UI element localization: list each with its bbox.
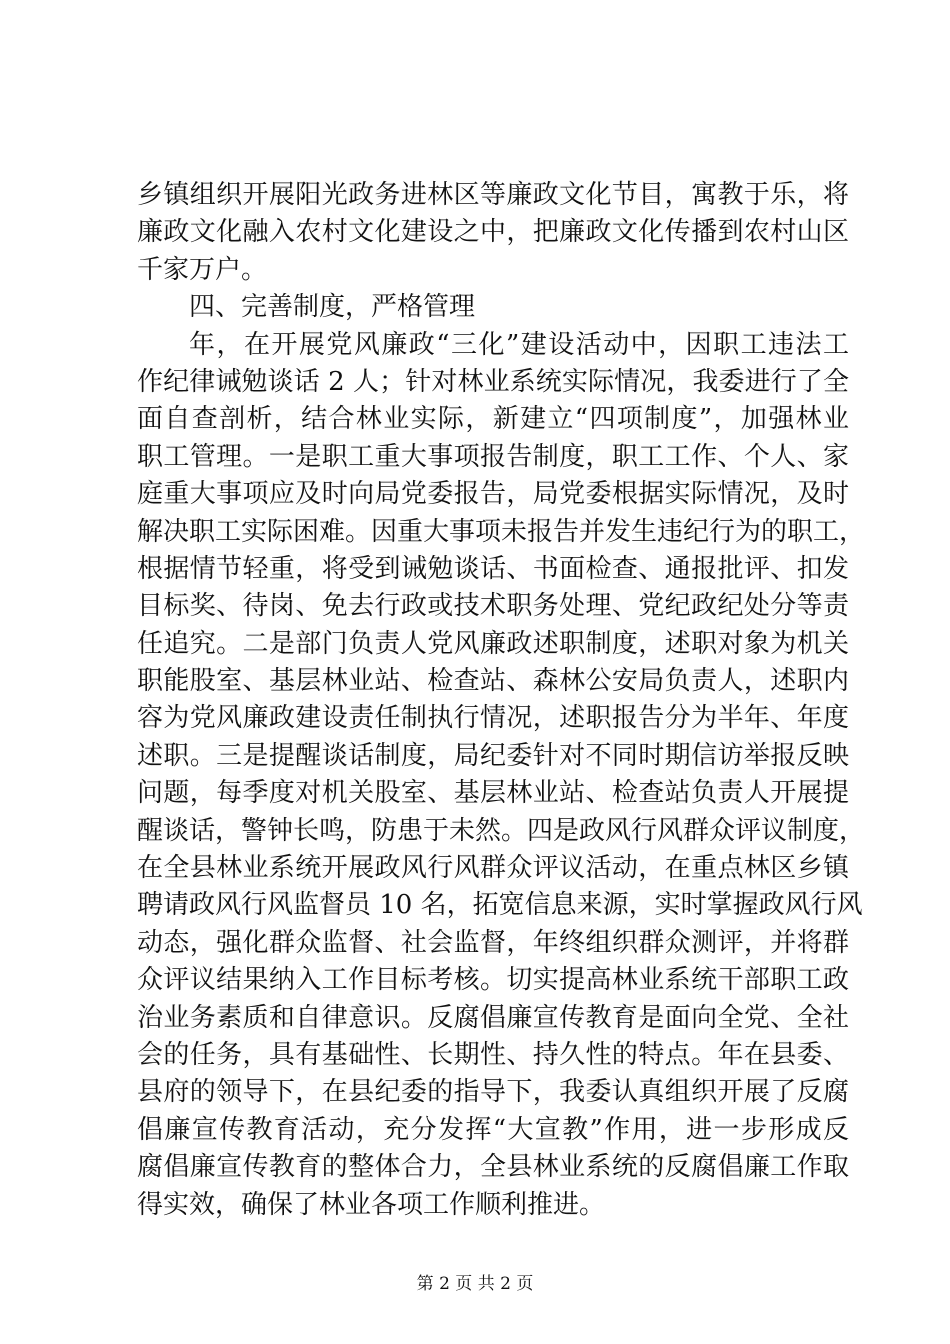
text-line: 腐倡廉宣传教育的整体合力，全县林业系统的反腐倡廉工作取 (137, 1152, 849, 1183)
text-line: 治业务素质和自律意识。反腐倡廉宣传教育是面向全党、全社 (137, 1002, 849, 1033)
page-number-footer: 第 2 页 共 2 页 (416, 1274, 534, 1294)
text-line: 作纪律诫勉谈话 2 人；针对林业系统实际情况，我委进行了全 (137, 366, 849, 397)
text-line: 聘请政风行风监督员 10 名，拓宽信息来源，实时掌握政风行风 (137, 890, 863, 921)
text-line: 乡镇组织开展阳光政务进林区等廉政文化节目，寓教于乐，将 (137, 180, 849, 210)
text-line: 职能股室、基层林业站、检查站、森林公安局负责人，述职内 (137, 666, 849, 697)
text-line: 动态，强化群众监督、社会监督，年终组织群众测评，并将群 (137, 927, 849, 958)
text-line: 会的任务，具有基础性、长期性、持久性的特点。年在县委、 (137, 1039, 849, 1070)
text-line: 解决职工实际困难。因重大事项未报告并发生违纪行为的职工， (137, 516, 866, 547)
text-line: 倡廉宣传教育活动，充分发挥“大宣教”作用，进一步形成反 (137, 1114, 849, 1145)
text-line: 庭重大事项应及时向局党委报告，局党委根据实际情况，及时 (137, 479, 849, 510)
text-line: 面自查剖析，结合林业实际，新建立“四项制度”，加强林业 (137, 404, 849, 435)
text-line: 容为党风廉政建设责任制执行情况，述职报告分为半年、年度 (137, 703, 849, 734)
text-line: 年，在开展党风廉政“三化”建设活动中，因职工违法工 (189, 329, 849, 360)
text-line: 千家万户。 (137, 254, 268, 285)
text-line: 根据情节轻重，将受到诫勉谈话、书面检查、通报批评、扣发 (137, 553, 849, 584)
text-line: 问题，每季度对机关股室、基层林业站、检查站负责人开展提 (137, 778, 849, 809)
text-line: 众评议结果纳入工作目标考核。切实提高林业系统干部职工政 (137, 965, 849, 996)
text-line: 廉政文化融入农村文化建设之中，把廉政文化传播到农村山区 (137, 217, 849, 248)
text-line: 在全县林业系统开展政风行风群众评议活动，在重点林区乡镇 (137, 853, 849, 884)
text-line: 得实效，确保了林业各项工作顺利推进。 (137, 1189, 606, 1220)
text-line: 职工管理。一是职工重大事项报告制度，职工工作、个人、家 (137, 441, 849, 472)
text-line: 任追究。二是部门负责人党风廉政述职制度，述职对象为机关 (137, 628, 849, 659)
section-heading: 四、完善制度，严格管理 (189, 292, 476, 323)
text-line: 县府的领导下，在县纪委的指导下，我委认真组织开展了反腐 (137, 1077, 849, 1108)
text-line: 述职。三是提醒谈话制度，局纪委针对不同时期信访举报反映 (137, 740, 849, 771)
text-line: 目标奖、待岗、免去行政或技术职务处理、党纪政纪处分等责 (137, 591, 849, 622)
document-body (137, 177, 866, 1224)
text-line: 醒谈话，警钟长鸣，防患于未然。四是政风行风群众评议制度， (137, 815, 866, 846)
